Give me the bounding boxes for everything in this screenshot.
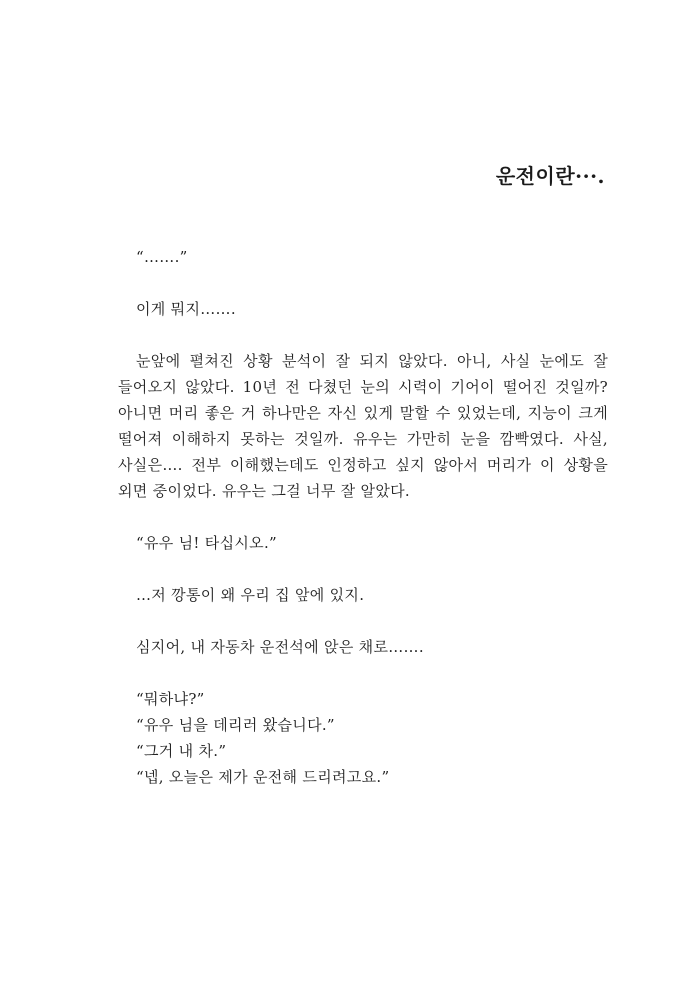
body-text	[118, 244, 608, 790]
dialogue-line: “뭐하냐?”	[136, 690, 205, 708]
paragraph: 눈앞에 펼쳐진 상황 분석이 잘 되지 않았다. 아니, 사실 눈에도 잘 들어오지 않았다. 10년 전 다쳤던 눈의 시력이 기어이 떨어진 것일까? 아니면 머리 좋은 거 하나만은 자신 있게 말할 수 있었는데, 지능이 크게 떨어져 이해하지 못하는 것일까. 유우는 가만히 눈을 깜빡였다. 사실, 사실은…. 전부 이해했는데도 인정하고 싶지 않아서 머리가 이 상황을 외면 중이었다. 유우는 그걸 너무 잘 알았다.	[118, 352, 608, 500]
paragraph: 심지어, 내 자동차 운전석에 앉은 채로…….	[136, 638, 424, 656]
dialogue-line: “유우 님을 데리러 왔습니다.”	[136, 716, 335, 734]
paragraph: 이게 뭐지…….	[136, 300, 236, 318]
paragraph: “…….”	[136, 248, 188, 266]
dialogue-line: “넵, 오늘은 제가 운전해 드리려고요.”	[136, 768, 390, 786]
paragraph: “유우 님! 타십시오.”	[136, 534, 277, 552]
paragraph: …저 깡통이 왜 우리 집 앞에 있지.	[136, 586, 365, 604]
chapter-title: 운전이란···.	[495, 164, 605, 188]
dialogue-line: “그거 내 차.”	[136, 742, 227, 760]
